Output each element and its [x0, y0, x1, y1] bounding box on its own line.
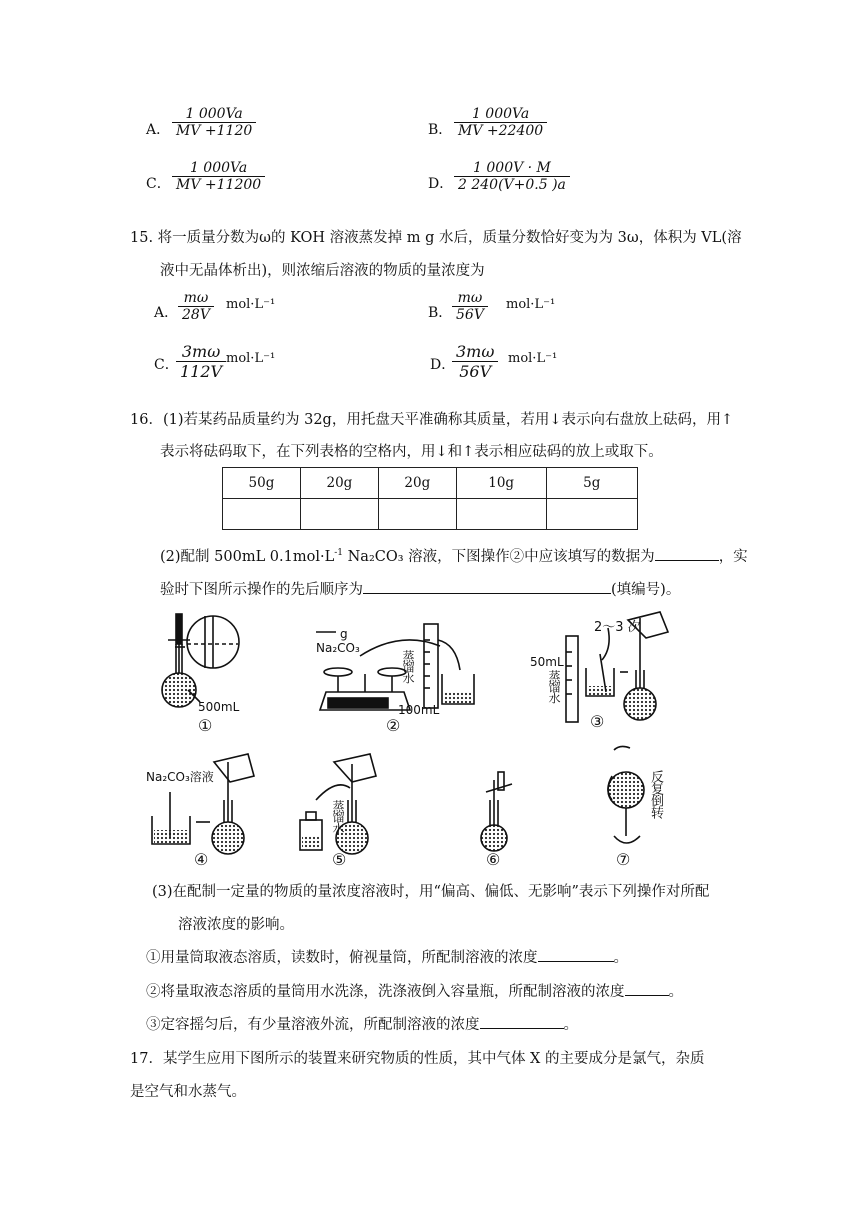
text: (填编号)。	[611, 582, 681, 598]
period: 。	[613, 950, 628, 966]
denominator: 56V	[452, 306, 488, 323]
unit: mol·L⁻¹	[508, 351, 558, 366]
q15-option-c	[154, 342, 374, 388]
figure-7-invert	[608, 746, 644, 843]
fig2-volume-label: 100mL	[398, 703, 440, 717]
fraction	[172, 160, 265, 193]
denominator: MV +1120	[172, 122, 256, 139]
q16-stem-line2: 表示将砝码取下，在下列表格的空格内，用↓和↑表示相应砝码的放上或取下。	[160, 444, 663, 460]
fraction	[176, 342, 226, 381]
superscript: -1	[334, 548, 344, 559]
fig4-number: ④	[194, 850, 209, 869]
option-label: D．	[428, 176, 454, 192]
table-answer-cell[interactable]	[546, 499, 638, 530]
fraction	[178, 290, 214, 323]
numerator: 1 000Va	[471, 106, 530, 122]
table-answer-cell[interactable]	[300, 499, 378, 530]
table-header-cell: 10g	[456, 468, 546, 499]
text: 验时下图所示操作的先后顺序为	[160, 582, 363, 598]
answer-blank[interactable]	[363, 593, 611, 594]
numerator: 1 000V · M	[473, 160, 551, 176]
answer-blank[interactable]	[480, 1028, 564, 1029]
q16-stem-line1: 16．(1)若某药品质量约为 32g，用托盘天平准确称其质量，若用↓表示向右盘放上砝码，用↑	[130, 412, 734, 428]
q14-option-c	[146, 160, 346, 204]
option-label: C．	[154, 357, 179, 373]
fig3-number: ③	[590, 712, 605, 731]
table-answer-cell[interactable]	[378, 499, 456, 530]
numerator: 1 000Va	[185, 106, 243, 122]
denominator: 28V	[178, 306, 214, 323]
denominator: 2 240(V+0.5 )a	[454, 176, 570, 193]
q15-stem-line2: 液中无晶体析出)，则浓缩后溶液的物质的量浓度为	[160, 263, 485, 279]
fig2-number: ②	[386, 716, 401, 735]
fig1-volume-label: 500mL	[198, 700, 240, 714]
denominator: 56V	[452, 361, 498, 381]
numerator: mω	[457, 290, 483, 306]
fig2-chem-label: Na₂CO₃	[316, 641, 360, 655]
answer-blank[interactable]	[538, 961, 614, 962]
text: Na₂CO₃ 溶液，下图操作②中应该填写的数据为	[343, 549, 655, 565]
option-label: A．	[146, 122, 171, 138]
fig3-water-label: 蒸馏水	[547, 670, 561, 703]
fig3-volume-label: 50mL	[530, 655, 564, 669]
q17-stem-line1: 17．某学生应用下图所示的装置来研究物质的性质，其中气体 X 的主要成分是氯气，杂质	[130, 1051, 705, 1067]
table-answer-cell[interactable]	[456, 499, 546, 530]
fraction	[452, 342, 498, 381]
table-header-cell: 20g	[300, 468, 378, 499]
text: (2)配制 500mL 0.1mol·L	[160, 549, 335, 565]
q16-part2-line2	[160, 578, 680, 599]
fraction	[454, 160, 570, 193]
fig5-number: ⑤	[332, 850, 347, 869]
procedure-figures	[0, 600, 860, 870]
unit: mol·L⁻¹	[226, 351, 276, 366]
q17-stem-line2: 是空气和水蒸气。	[130, 1084, 246, 1100]
fig7-label: 反复倒转	[648, 770, 663, 818]
q16-part3-line2: 溶液浓度的影响。	[178, 917, 294, 933]
numerator: mω	[183, 290, 209, 306]
q15-option-b	[428, 290, 648, 334]
answer-blank[interactable]	[655, 560, 719, 561]
q16-item-3	[146, 1013, 578, 1034]
fig6-number: ⑥	[486, 850, 501, 869]
denominator: 112V	[176, 361, 226, 381]
unit: mol·L⁻¹	[226, 297, 276, 312]
option-label: B．	[428, 122, 453, 138]
period: 。	[668, 984, 683, 1000]
q14-option-b	[428, 106, 628, 150]
fig1-number: ①	[198, 716, 213, 735]
denominator: MV +22400	[454, 122, 547, 139]
item-text: ②将量取液态溶质的量筒用水洗涤，洗涤液倒入容量瓶，所配制溶液的浓度	[146, 984, 625, 1000]
q15-option-d	[430, 342, 650, 388]
weights-table	[222, 467, 638, 530]
option-label: A．	[154, 305, 179, 321]
q16-item-2	[146, 980, 683, 1001]
table-answer-row	[223, 499, 638, 530]
fig2-unit-label: g	[340, 627, 348, 641]
denominator: MV +11200	[172, 176, 265, 193]
item-text: ③定容摇匀后，有少量溶液外流，所配制溶液的浓度	[146, 1017, 480, 1033]
numerator: 3mω	[181, 342, 221, 361]
fig4-solution-label: Na₂CO₃溶液	[146, 770, 214, 784]
table-header-cell: 50g	[223, 468, 301, 499]
q14-option-a	[146, 106, 346, 150]
item-text: ①用量筒取液态溶质，读数时，俯视量筒，所配制溶液的浓度	[146, 950, 538, 966]
q16-item-1	[146, 946, 628, 967]
fig2-water-label: 蒸馏水	[401, 650, 415, 683]
q15-stem-line1: 15. 将一质量分数为ω的 KOH 溶液蒸发掉 m g 水后，质量分数恰好变为为 3ω，体积为 VL(溶	[130, 230, 742, 246]
text: ，实	[718, 549, 748, 565]
figure-1-flask	[162, 614, 239, 707]
answer-blank[interactable]	[625, 995, 669, 996]
fraction	[452, 290, 488, 323]
figure-6-dropper	[481, 772, 512, 851]
option-label: C．	[146, 176, 171, 192]
q15-option-a	[154, 290, 374, 334]
fig3-times-label: 2～3 次	[594, 620, 641, 635]
table-header-cell: 20g	[378, 468, 456, 499]
q14-option-d	[428, 160, 648, 204]
q16-part2-line1	[160, 545, 748, 566]
fig5-water-label: 蒸馏水	[331, 800, 345, 833]
option-label: B．	[428, 305, 453, 321]
table-answer-cell[interactable]	[223, 499, 301, 530]
fig7-number: ⑦	[616, 850, 631, 869]
numerator: 3mω	[456, 342, 495, 361]
q16-part3-line1: (3)在配制一定量的物质的量浓度溶液时，用“偏高、偏低、无影响”表示下列操作对所配	[152, 884, 710, 900]
numerator: 1 000Va	[189, 160, 248, 176]
unit: mol·L⁻¹	[506, 297, 556, 312]
fraction	[454, 106, 547, 139]
table-header-cell: 5g	[546, 468, 638, 499]
period: 。	[563, 1017, 578, 1033]
fraction	[172, 106, 256, 139]
option-label: D．	[430, 357, 456, 373]
table-header-row	[223, 468, 638, 499]
